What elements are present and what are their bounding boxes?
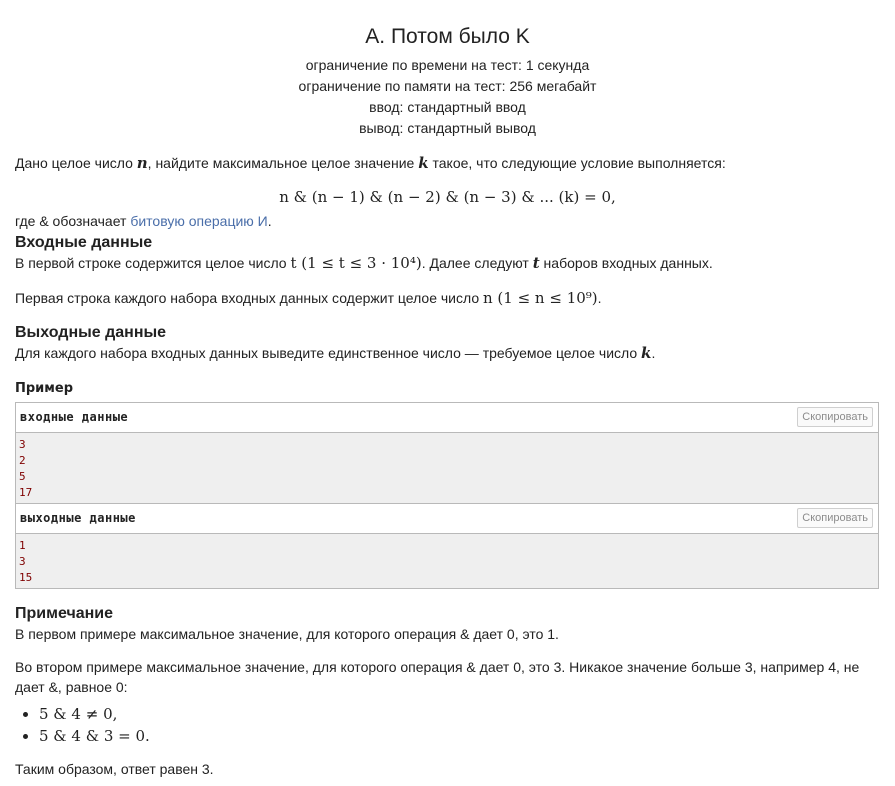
input-type: ввод: стандартный ввод [369,99,526,115]
statement-part: такое, что следующие условие выполняется: [428,155,726,171]
where-text [15,211,880,231]
statement-part: Дано целое число [15,155,137,171]
input-math-n: n (1 ≤ n ≤ 10⁹) [483,289,598,307]
math-var-n: n [136,154,148,172]
example-box [15,402,879,589]
input-line: 3 [19,438,26,451]
output-text: . [651,345,656,361]
input-text: наборов входных данных. [539,255,713,271]
statement-formula [15,187,880,207]
note-paragraph-2: Во втором примере максимальное значение, для которого операция & дает 0, это 3. Никакое значение больше 3, например 4, не дает &, равное 0: [15,659,860,695]
input-text: . [597,290,602,306]
formula-text: n & (n − 1) & (n − 2) & (n − 3) & ... (k) = 0, [279,188,616,206]
note-paragraph-3: Таким образом, ответ равен 3. [15,761,214,777]
input-line: 5 [19,470,26,483]
example-output-label: выходные данные [20,511,136,525]
output-text: Для каждого набора входных данных выведите единственное число — требуемое целое число [15,345,642,361]
output-section-title: Выходные данные [15,324,167,341]
problem-limits [15,55,880,139]
copy-output-button[interactable]: Скопировать [797,508,873,528]
input-line-2 [15,288,880,308]
input-math-t: t (1 ≤ t ≤ 3 · 10⁴) [290,254,422,272]
output-line [15,343,880,363]
where-end: . [267,213,272,229]
example-input-header [16,403,878,433]
problem-title: A. Потом было K [365,25,530,48]
example-output-body [16,534,878,588]
input-line-1 [15,253,880,273]
memory-limit: ограничение по памяти на тест: 256 мегабайт [298,78,597,94]
statement-part: , найдите максимальное целое значение [147,155,419,171]
example-title: Пример [15,381,74,396]
output-line: 3 [19,555,26,568]
input-line: 17 [19,486,33,499]
example-input-body [16,433,878,503]
statement-text [15,153,880,173]
math-var-k: k [418,154,429,172]
output-line: 1 [19,539,26,552]
note-paragraph-1: В первом примере максимальное значение, для которого операция & дает 0, это 1. [15,626,559,642]
input-text: . Далее следуют [421,255,533,271]
bitwise-and-link[interactable]: битовую операцию И [130,213,268,229]
where-label: где & обозначает [15,213,131,229]
example-output-header [16,503,878,534]
example-input-label: входные данные [20,410,129,424]
output-line: 15 [19,571,33,584]
input-section-title: Входные данные [15,234,153,251]
input-line: 2 [19,454,26,467]
copy-input-button[interactable]: Скопировать [797,407,873,427]
note-bullets [15,703,880,747]
time-limit: ограничение по времени на тест: 1 секунда [305,57,590,73]
math-var-t: t [532,254,540,272]
input-text: Первая строка каждого набора входных данных содержит целое число [15,290,483,306]
input-text: В первой строке содержится целое число [15,255,291,271]
note-bullet: • 5 & 4 ≠ 0, [39,703,880,725]
output-type: вывод: стандартный вывод [359,120,536,136]
note-bullet: • 5 & 4 & 3 = 0. [39,725,880,747]
note-title: Примечание [15,605,114,622]
math-var-k: k [641,344,652,362]
